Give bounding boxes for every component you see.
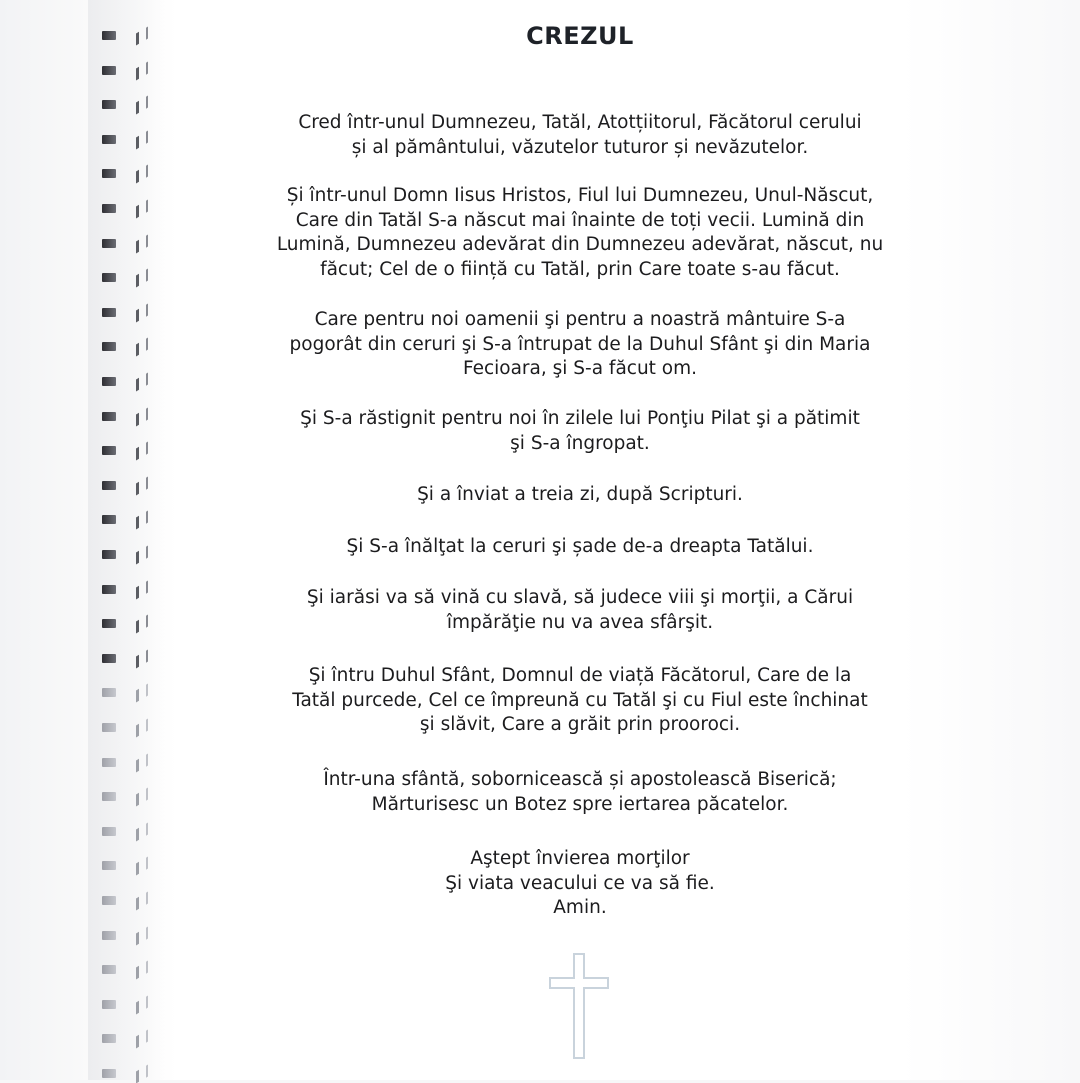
binding-wire	[136, 1065, 148, 1083]
binding-hole	[102, 723, 116, 732]
creed-paragraph-9: Într-una sfântă, sobornicească și apostolească Biserică; Mărturisesc un Botez spre iertarea păcatelor.	[323, 769, 837, 815]
binding-wire	[136, 788, 148, 807]
binding-wire	[136, 580, 148, 599]
spiral-binding	[96, 0, 166, 1080]
binding-hole	[102, 1069, 116, 1078]
binding-wire	[136, 892, 148, 911]
binding-coil	[96, 1068, 156, 1080]
binding-hole	[102, 585, 116, 594]
binding-wire	[136, 234, 148, 253]
binding-hole	[102, 446, 116, 455]
binding-coil	[96, 895, 156, 907]
creed-paragraph-7: Şi iarăsi va să vină cu slavă, să judece viii şi morţii, a Cărui împărăţie nu va avea sfârşit.	[306, 587, 854, 633]
binding-hole	[102, 896, 116, 905]
binding-wire	[136, 338, 148, 357]
binding-coil	[96, 618, 156, 630]
binding-hole	[102, 66, 116, 75]
binding-coil	[96, 307, 156, 319]
creed-paragraph-10: Aştept învierea morţilor Şi viata veacului ce va să fie. Amin.	[445, 848, 715, 919]
binding-wire	[136, 373, 148, 392]
binding-wire	[136, 511, 148, 530]
binding-hole	[102, 204, 116, 213]
binding-wire	[136, 753, 148, 772]
creed-paragraph-8: Şi întru Duhul Sfânt, Domnul de viață Făcătorul, Care de la Tatăl purcede, Cel ce împreună cu Tatăl şi cu Fiul este închinat şi slăvit, Care a grăit prin prooroci.	[292, 665, 868, 736]
binding-hole	[102, 377, 116, 386]
binding-wire	[136, 442, 148, 461]
binding-wire	[136, 719, 148, 738]
binding-coil	[96, 584, 156, 596]
creed-paragraph-2: Și într-unul Domn Iisus Hristos, Fiul lui Dumnezeu, Unul-Născut, Care din Tatăl S-a născut mai înainte de toți vecii. Lumină din Lumină, Dumnezeu adevărat din Dumnezeu adevărat, născut, nu făcut; Cel de o ființă cu Tatăl, prin Care toate s-au făcut.	[276, 185, 884, 280]
binding-wire	[136, 407, 148, 426]
binding-wire	[136, 165, 148, 184]
creed-paragraph-3: Care pentru noi oamenii şi pentru a noastră mântuire S-a pogorât din ceruri şi S-a întrupat de la Duhul Sfânt şi din Maria Fecioara, şi S-a făcut om.	[289, 309, 871, 380]
binding-coil	[96, 134, 156, 146]
cross-icon	[548, 952, 610, 1060]
binding-wire	[136, 684, 148, 703]
binding-hole	[102, 169, 116, 178]
binding-coil	[96, 757, 156, 769]
binding-hole	[102, 550, 116, 559]
binding-coil	[96, 376, 156, 388]
binding-wire	[136, 995, 148, 1014]
binding-coil	[96, 722, 156, 734]
binding-hole	[102, 861, 116, 870]
binding-coil	[96, 203, 156, 215]
binding-hole	[102, 827, 116, 836]
binding-coil	[96, 30, 156, 42]
binding-hole	[102, 515, 116, 524]
binding-coil	[96, 99, 156, 111]
binding-coil	[96, 653, 156, 665]
binding-coil	[96, 549, 156, 561]
binding-wire	[136, 926, 148, 945]
binding-hole	[102, 135, 116, 144]
binding-coil	[96, 480, 156, 492]
page-title: CREZUL	[526, 22, 634, 50]
creed-paragraph-1: Cred într-unul Dumnezeu, Tatăl, Atotțiitorul, Făcătorul cerului și al pământului, văzutelor tuturor și nevăzutelor.	[298, 112, 862, 158]
creed-paragraph-5: Şi a înviat a treia zi, după Scripturi.	[417, 484, 743, 505]
binding-hole	[102, 758, 116, 767]
binding-coil	[96, 411, 156, 423]
binding-hole	[102, 931, 116, 940]
binding-hole	[102, 342, 116, 351]
binding-coil	[96, 514, 156, 526]
binding-wire	[136, 615, 148, 634]
binding-coil	[96, 1033, 156, 1045]
binding-coil	[96, 445, 156, 457]
binding-coil	[96, 341, 156, 353]
binding-hole	[102, 965, 116, 974]
binding-hole	[102, 619, 116, 628]
binding-hole	[102, 273, 116, 282]
binding-hole	[102, 412, 116, 421]
binding-hole	[102, 100, 116, 109]
binding-hole	[102, 239, 116, 248]
binding-hole	[102, 792, 116, 801]
binding-coil	[96, 65, 156, 77]
binding-wire	[136, 961, 148, 980]
binding-coil	[96, 687, 156, 699]
binding-coil	[96, 826, 156, 838]
binding-wire	[136, 1030, 148, 1049]
binding-hole	[102, 481, 116, 490]
binding-coil	[96, 999, 156, 1011]
binding-hole	[102, 1000, 116, 1009]
binding-wire	[136, 303, 148, 322]
binding-hole	[102, 308, 116, 317]
binding-wire	[136, 27, 148, 46]
binding-wire	[136, 546, 148, 565]
binding-wire	[136, 200, 148, 219]
binding-coil	[96, 930, 156, 942]
binding-wire	[136, 649, 148, 668]
binding-wire	[136, 476, 148, 495]
binding-coil	[96, 168, 156, 180]
binding-hole	[102, 31, 116, 40]
binding-coil	[96, 272, 156, 284]
binding-wire	[136, 269, 148, 288]
binding-hole	[102, 688, 116, 697]
creed-paragraph-6: Şi S-a înălţat la ceruri şi șade de-a dreapta Tatălui.	[346, 536, 814, 557]
binding-coil	[96, 791, 156, 803]
binding-coil	[96, 238, 156, 250]
binding-hole	[102, 654, 116, 663]
binding-wire	[136, 61, 148, 80]
binding-wire	[136, 857, 148, 876]
binding-coil	[96, 964, 156, 976]
binding-wire	[136, 96, 148, 115]
creed-paragraph-4: Şi S-a răstignit pentru noi în zilele lui Ponţiu Pilat şi a pătimit şi S-a îngropat.	[300, 408, 860, 454]
binding-wire	[136, 822, 148, 841]
binding-wire	[136, 130, 148, 149]
binding-hole	[102, 1034, 116, 1043]
binding-coil	[96, 860, 156, 872]
